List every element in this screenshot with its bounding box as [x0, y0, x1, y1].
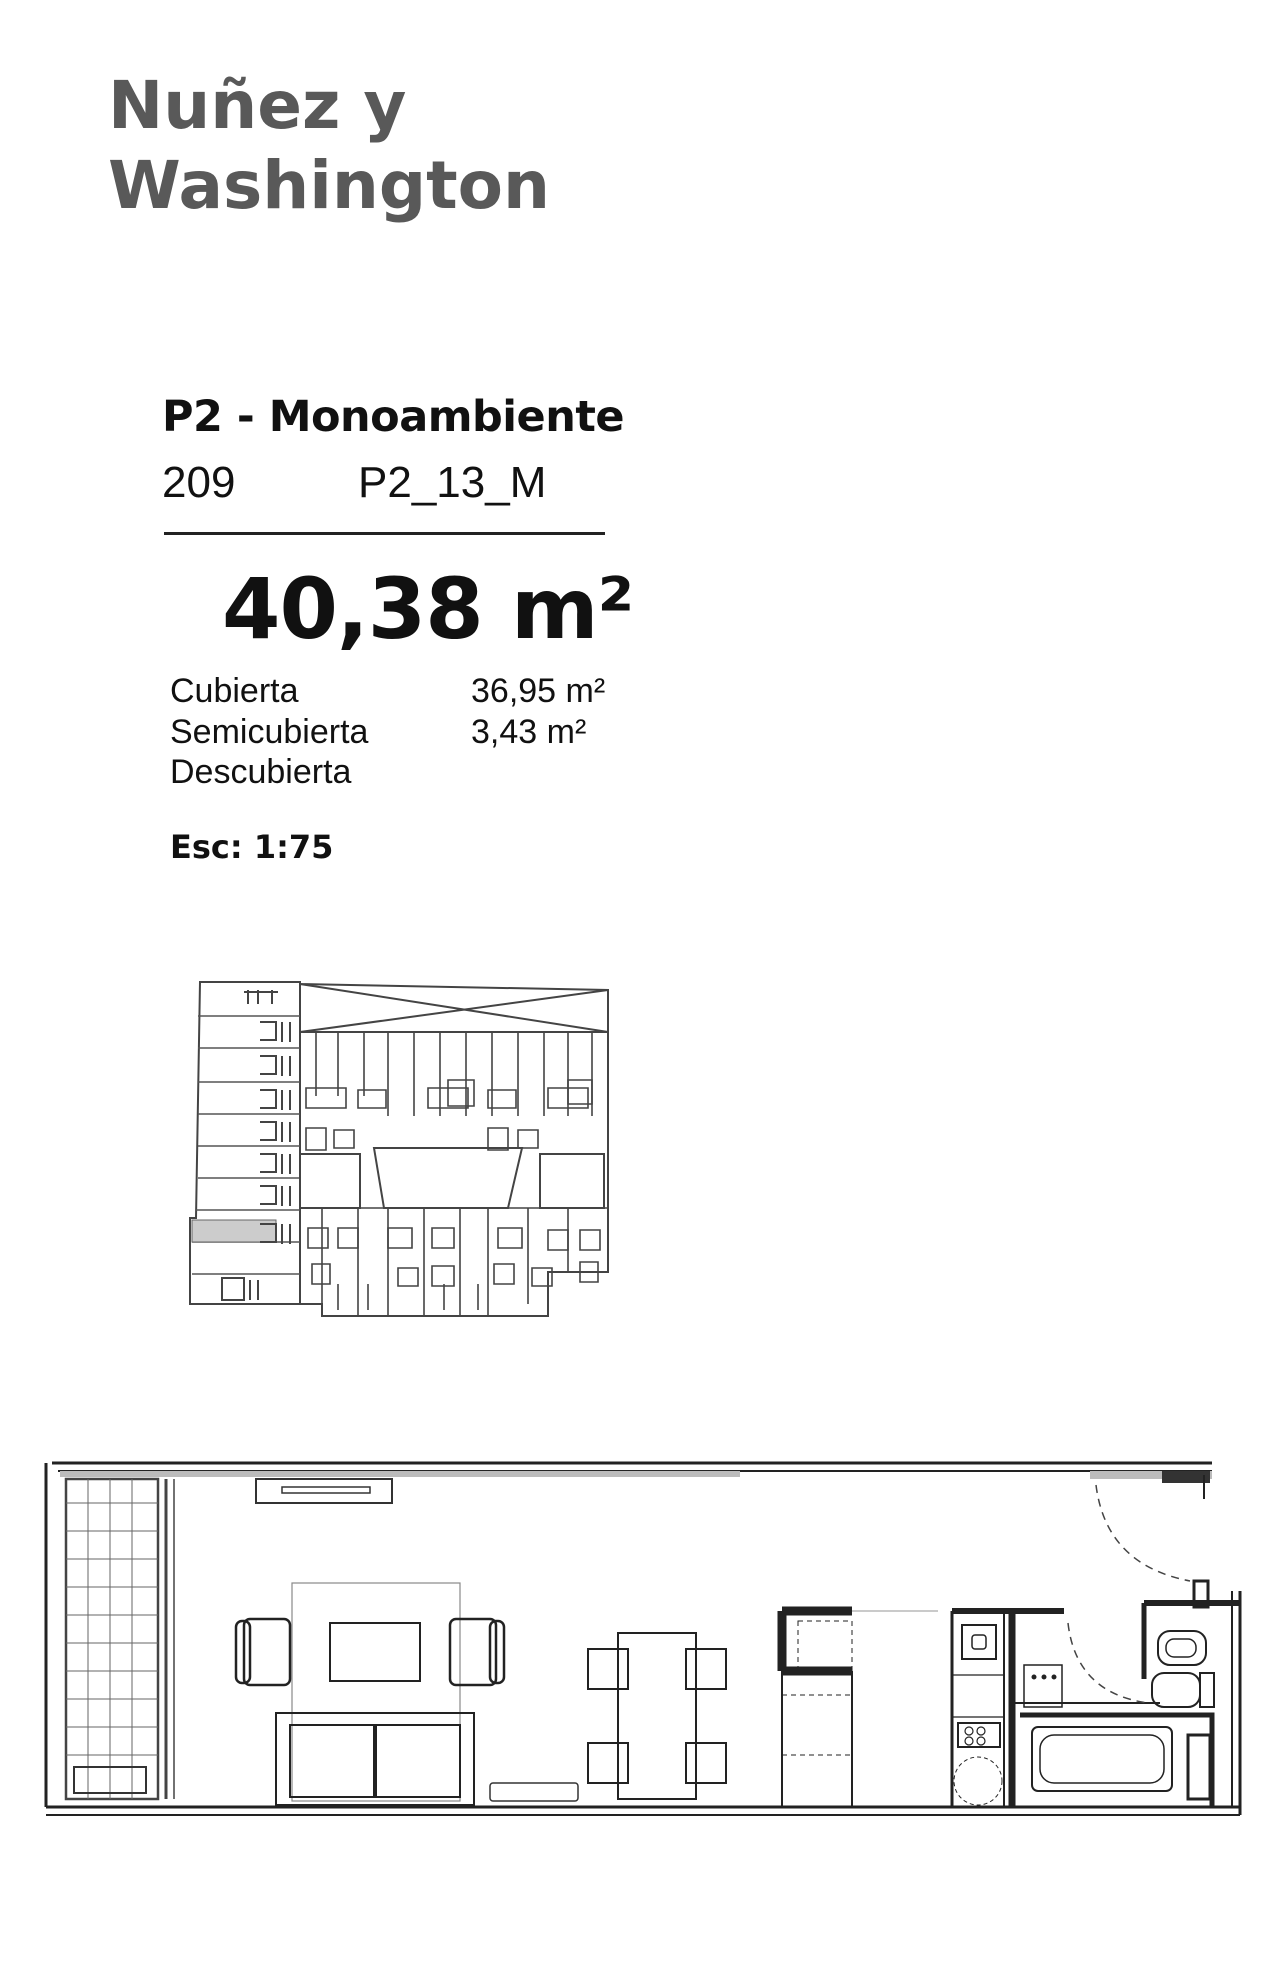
unit-floor-plan — [40, 1455, 1245, 1835]
area-label-cubierta: Cubierta — [170, 672, 299, 710]
project-title-line2: Washington — [108, 147, 550, 224]
unit-number: 209 — [162, 458, 236, 507]
divider — [164, 532, 605, 535]
area-value-semicubierta: 3,43 m² — [471, 713, 587, 751]
floor-key-plan — [188, 978, 618, 1328]
area-value-cubierta: 36,95 m² — [471, 672, 606, 710]
area-label-semicubierta: Semicubierta — [170, 713, 369, 751]
project-title — [108, 66, 628, 226]
unit-title: P2 - Monoambiente — [162, 392, 625, 442]
project-title-line1: Nuñez y — [108, 67, 407, 144]
scale-label: Esc: 1:75 — [170, 828, 334, 866]
area-label-descubierta: Descubierta — [170, 753, 352, 791]
unit-code: P2_13_M — [358, 458, 547, 507]
total-area: 40,38 m² — [222, 560, 634, 658]
